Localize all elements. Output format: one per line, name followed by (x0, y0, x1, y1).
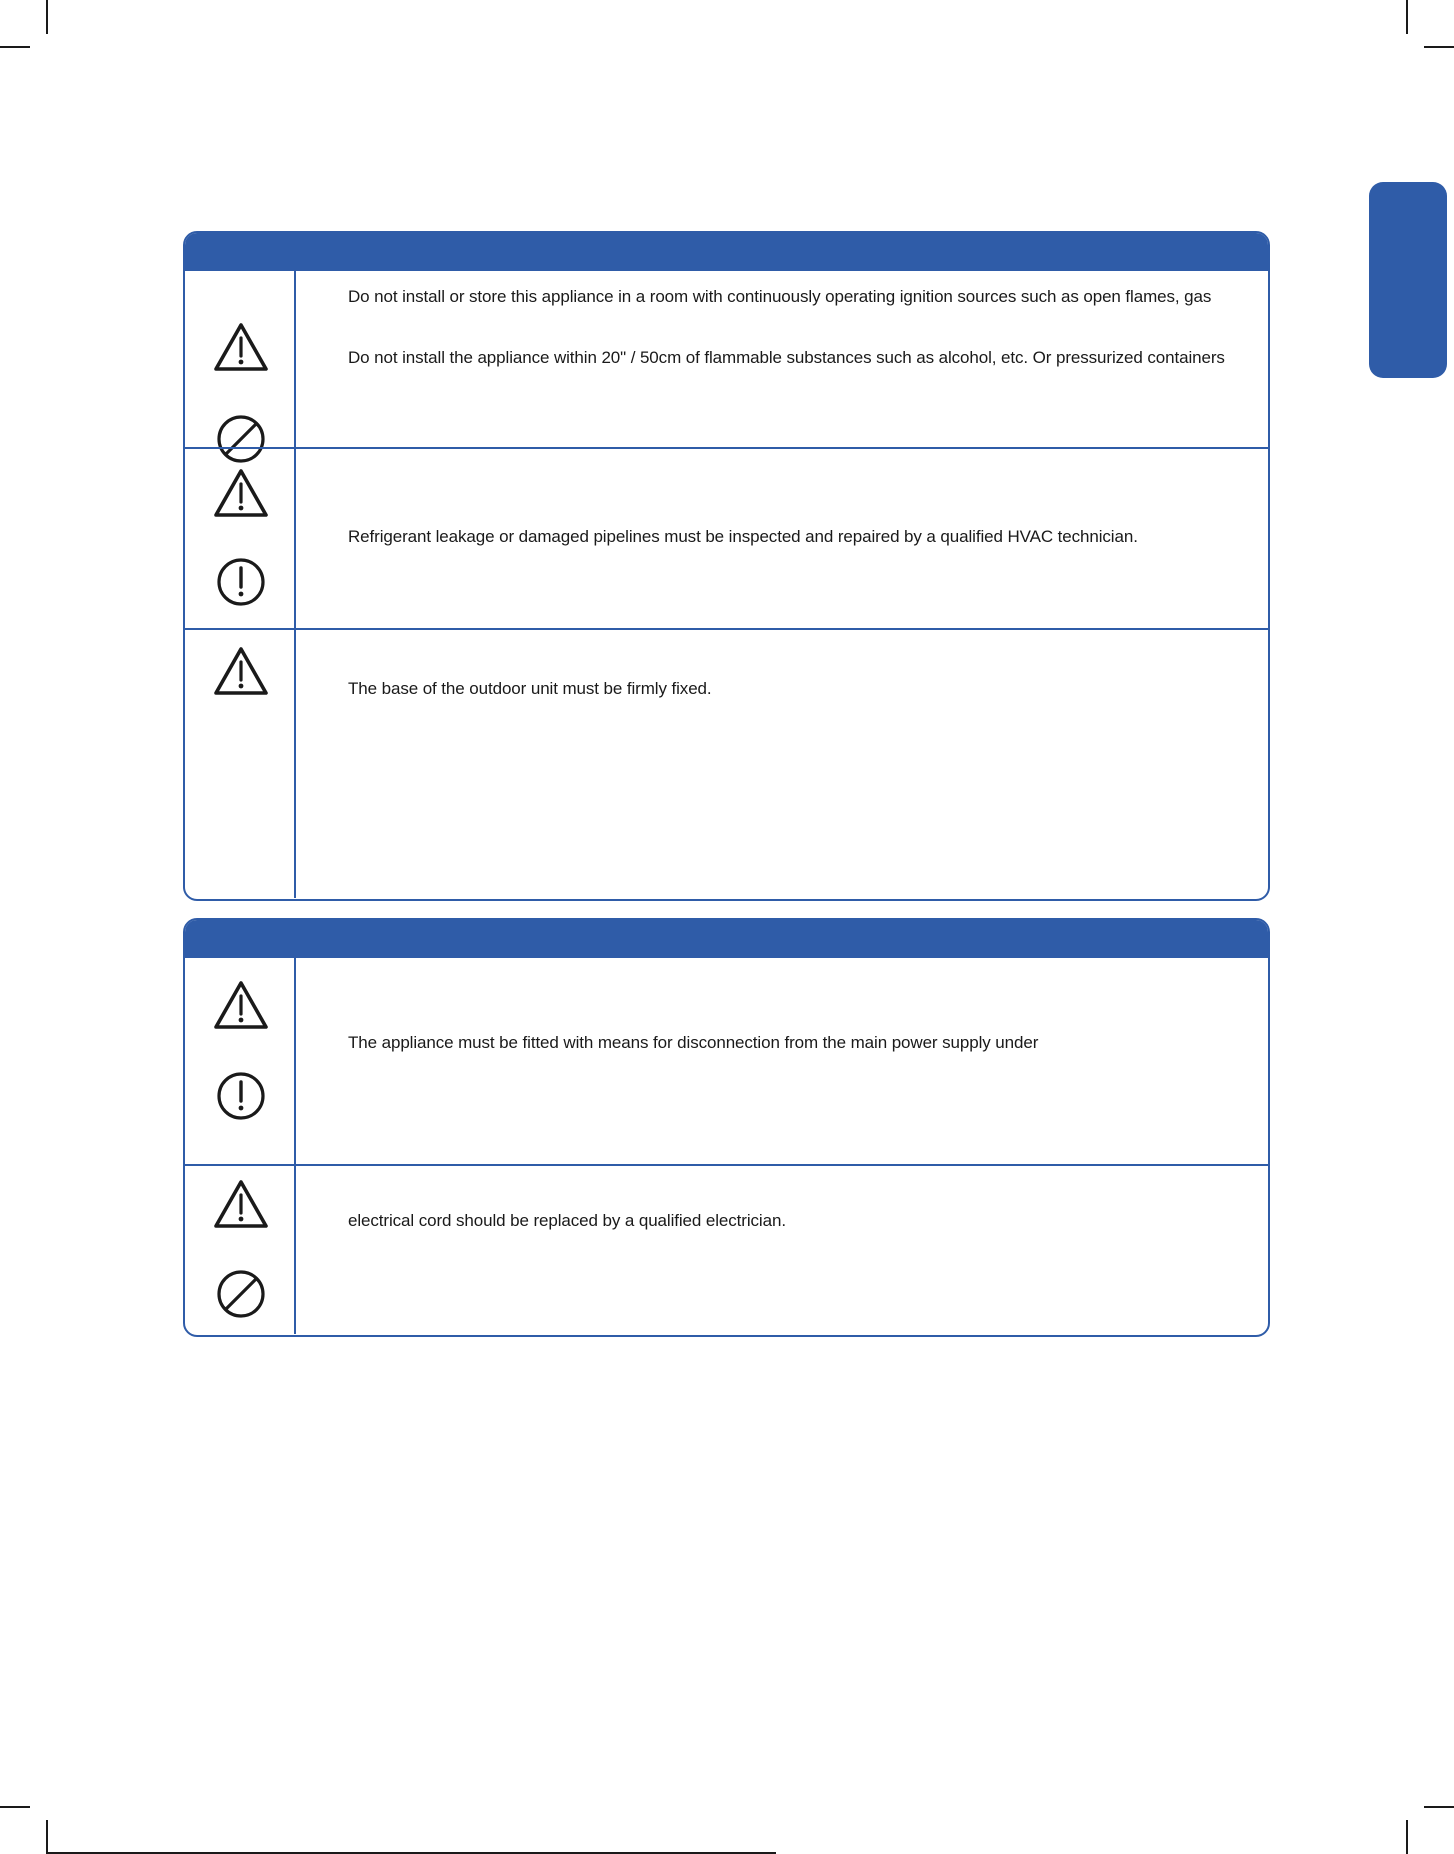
warning-triangle-icon (213, 1178, 269, 1230)
warning-triangle-icon (213, 979, 269, 1031)
safety-text: The base of the outdoor unit must be firmly fixed. (348, 679, 712, 698)
prohibited-icon (213, 1268, 269, 1320)
crop-mark (1406, 1820, 1408, 1854)
safety-panel-2 (183, 918, 1270, 1337)
bottom-rule (46, 1852, 776, 1854)
crop-mark (1424, 1806, 1454, 1808)
crop-mark (0, 1806, 30, 1808)
text-column (296, 1166, 1268, 1334)
icon-column (185, 630, 296, 898)
warning-triangle-icon (213, 467, 269, 519)
safety-row (185, 271, 1268, 447)
panel-header-bar (185, 233, 1268, 271)
crop-mark (1406, 0, 1408, 34)
icon-column (185, 1166, 296, 1334)
safety-row (185, 628, 1268, 898)
safety-row (185, 1164, 1268, 1334)
safety-text: electrical cord should be replaced by a qualified electrician. (348, 1211, 786, 1230)
warning-triangle-icon (213, 645, 269, 697)
safety-panel-1 (183, 231, 1270, 901)
safety-text: The appliance must be fitted with means for disconnection from the main power supply under (348, 1033, 1039, 1052)
crop-mark (1424, 46, 1454, 48)
panel-header-bar (185, 920, 1268, 958)
text-column (296, 271, 1268, 447)
safety-text: Refrigerant leakage or damaged pipelines must be inspected and repaired by a qualified HVAC technician. (348, 527, 1138, 546)
safety-row (185, 958, 1268, 1164)
side-section-tab (1369, 182, 1447, 378)
text-column (296, 958, 1268, 1164)
safety-row (185, 447, 1268, 628)
safety-text: Do not install or store this appliance in a room with continuously operating ignition sources such as open flames, gas (348, 287, 1212, 306)
icon-column (185, 271, 296, 447)
text-column (296, 449, 1268, 628)
mandatory-exclamation-icon (213, 556, 269, 608)
crop-mark (46, 1820, 48, 1854)
text-column (296, 630, 1268, 898)
safety-text: Do not install the appliance within 20" / 50cm of flammable substances such as alcohol, etc. Or pressurized containers (348, 348, 1225, 367)
icon-column (185, 958, 296, 1164)
mandatory-exclamation-icon (213, 1070, 269, 1122)
icon-column (185, 449, 296, 628)
crop-mark (0, 46, 30, 48)
warning-triangle-icon (213, 321, 269, 373)
crop-mark (46, 0, 48, 34)
